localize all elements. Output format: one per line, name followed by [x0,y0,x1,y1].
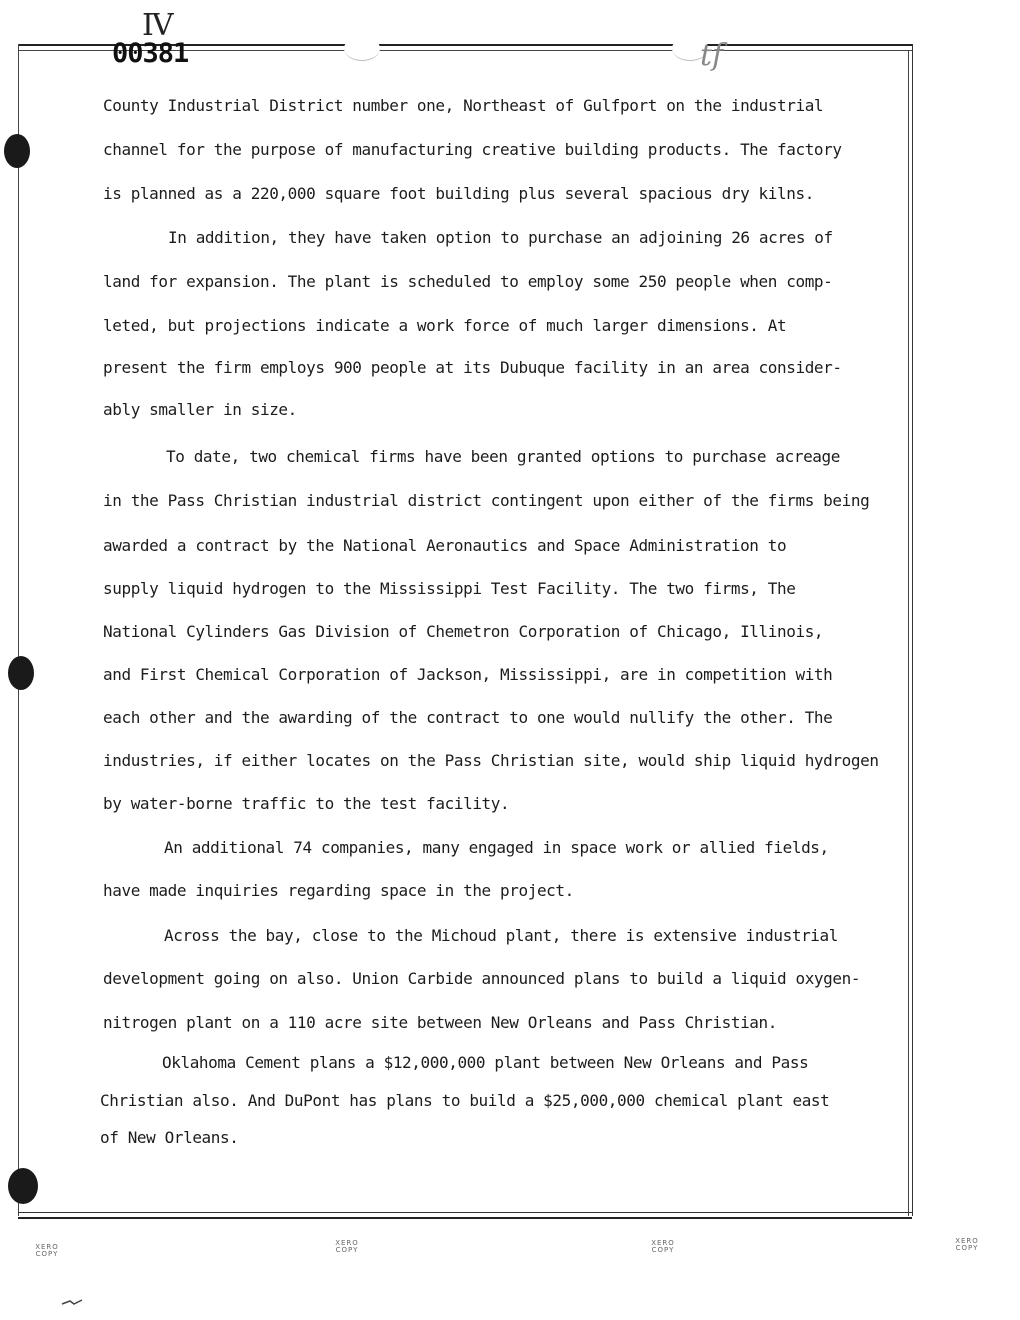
text-line: leted, but projections indicate a work force of much larger dimensions. At [103,316,787,335]
xero-copy-mark: XERO COPY [35,1243,59,1258]
text-line: and First Chemical Corporation of Jackson, Mississippi, are in competition with [103,665,833,684]
xero-copy-mark: XERO COPY [955,1237,979,1252]
text-line: is planned as a 220,000 square foot building plus several spacious dry kilns. [103,184,814,203]
text-line: development going on also. Union Carbide announced plans to build a liquid oxygen- [103,969,861,988]
document-number: 00381 [112,38,189,69]
text-line: nitrogen plant on a 110 acre site between New Orleans and Pass Christian. [103,1013,777,1032]
text-line: Across the bay, close to the Michoud plant, there is extensive industrial [164,926,838,945]
text-line: Oklahoma Cement plans a $12,000,000 plant between New Orleans and Pass [162,1053,809,1072]
pen-scribble [60,1298,90,1306]
handwritten-initials: tf [700,38,724,73]
binder-notch [344,36,380,61]
text-line: supply liquid hydrogen to the Mississippi Test Facility. The two firms, The [103,579,796,598]
text-line: industries, if either locates on the Pass Christian site, would ship liquid hydrogen [103,751,879,770]
punch-hole [8,656,34,690]
text-line: National Cylinders Gas Division of Chemetron Corporation of Chicago, Illinois, [103,622,824,641]
text-line: ably smaller in size. [103,400,297,419]
text-line: each other and the awarding of the contract to one would nullify the other. The [103,708,833,727]
text-line: County Industrial District number one, Northeast of Gulfport on the industrial [103,96,824,115]
page-frame-right [912,44,913,1216]
text-line: In addition, they have taken option to purchase an adjoining 26 acres of [168,228,833,247]
text-line: present the firm employs 900 people at its Dubuque facility in an area consider- [103,358,842,377]
page-frame-right-inner [908,50,909,1216]
text-line: land for expansion. The plant is scheduled to employ some 250 people when comp- [103,272,833,291]
text-line: An additional 74 companies, many engaged in space work or allied fields, [164,838,829,857]
punch-hole [8,1168,38,1204]
text-line: To date, two chemical firms have been granted options to purchase acreage [166,447,840,466]
text-line: in the Pass Christian industrial district contingent upon either of the firms being [103,491,870,510]
page-frame-bottom [18,1217,912,1219]
xero-copy-mark: XERO COPY [335,1239,359,1254]
text-line: awarded a contract by the National Aeronautics and Space Administration to [103,536,787,555]
text-line: of New Orleans. [100,1128,239,1147]
punch-hole [4,134,30,168]
page-frame-left [18,44,19,1216]
xero-copy-mark: XERO COPY [651,1239,675,1254]
roman-numeral-mark: IV [142,8,172,43]
text-line: have made inquiries regarding space in the project. [103,881,574,900]
text-line: Christian also. And DuPont has plans to build a $25,000,000 chemical plant east [100,1091,830,1110]
text-line: by water-borne traffic to the test facility. [103,794,510,813]
page-frame-bottom-inner [18,1212,912,1213]
text-line: channel for the purpose of manufacturing creative building products. The factory [103,140,842,159]
